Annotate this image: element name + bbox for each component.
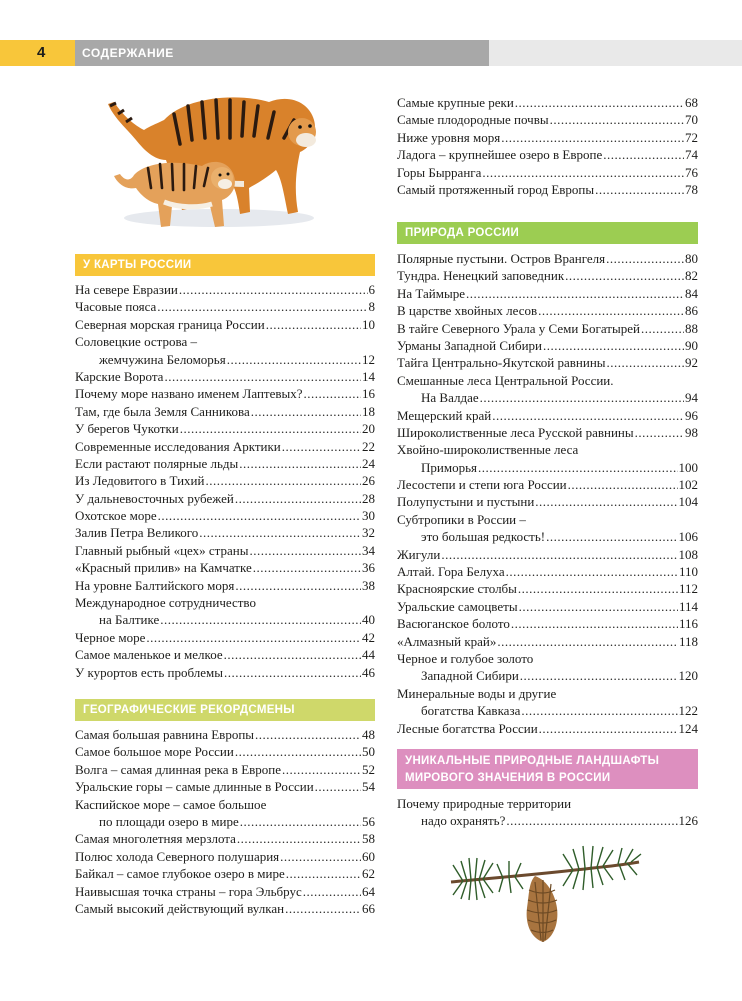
toc-entry[interactable] — [397, 667, 698, 684]
toc-entry[interactable] — [397, 615, 698, 632]
toc-entry[interactable] — [397, 407, 698, 424]
toc-entry-title: «Красный прилив» на Камчатке — [75, 560, 252, 576]
toc-page-number: 124 — [678, 720, 698, 736]
section-header-records: ГЕОГРАФИЧЕСКИЕ РЕКОРДСМЕНЫ — [75, 699, 375, 721]
toc-page-number: 58 — [362, 831, 375, 847]
toc-entry-title: Уральские самоцветы — [397, 598, 518, 614]
toc-entry-title: На уровне Балтийского моря — [75, 577, 235, 593]
section-header-map: У КАРТЫ РОССИИ — [75, 254, 375, 276]
dot-leader — [160, 611, 361, 628]
dot-leader — [285, 900, 361, 917]
toc-entry-title: Горы Бырранга — [397, 164, 482, 180]
toc-entry-title: На Таймыре — [397, 285, 465, 301]
dot-leader — [603, 146, 684, 163]
toc-entry[interactable] — [75, 542, 375, 559]
toc-page-number: 86 — [685, 303, 698, 319]
toc-entry-title: Лесные богатства России — [397, 720, 538, 736]
toc-page-number: 114 — [678, 598, 698, 614]
dot-leader — [492, 407, 684, 424]
toc-page-number: 60 — [362, 848, 375, 864]
toc-page-number: 94 — [685, 390, 698, 406]
toc-page-number: 90 — [685, 337, 698, 353]
toc-page-number: 102 — [678, 477, 698, 493]
toc-page-number: 22 — [362, 438, 375, 454]
toc-entry-title: по площади озеро в мире — [99, 813, 239, 829]
toc-page-number: 120 — [678, 668, 698, 684]
toc-entry-title-line1: Почему природные территории — [397, 796, 572, 811]
toc-entry[interactable] — [75, 507, 375, 524]
toc-page-number: 122 — [678, 703, 698, 719]
dot-leader — [199, 524, 361, 541]
dot-leader — [282, 438, 361, 455]
toc-entry[interactable] — [75, 813, 375, 830]
toc-page-number: 52 — [362, 761, 375, 777]
dot-leader — [235, 490, 361, 507]
toc-entry[interactable] — [75, 865, 375, 882]
toc-entry-title-line1: Черное и голубое золото — [397, 650, 534, 666]
toc-list-records-continued — [397, 94, 698, 198]
dot-leader — [521, 702, 677, 719]
dot-leader — [466, 285, 684, 302]
toc-page-number: 62 — [362, 866, 375, 882]
toc-entry-title: Там, где была Земля Санникова — [75, 403, 250, 419]
toc-entry[interactable] — [75, 472, 375, 489]
toc-entry-title: на Балтике — [99, 612, 160, 628]
toc-entry[interactable] — [75, 778, 375, 795]
toc-entry-title: Северная морская граница России — [75, 316, 265, 332]
toc-entry-title: богатства Кавказа — [421, 703, 521, 719]
toc-entry-title: У дальневосточных рубежей — [75, 490, 234, 506]
toc-entry-title: это большая редкость! — [421, 529, 546, 545]
toc-entry-title: На Валдае — [421, 390, 479, 406]
toc-entry[interactable] — [397, 302, 698, 319]
toc-entry[interactable] — [75, 848, 375, 865]
toc-entry[interactable] — [397, 164, 698, 181]
dot-leader — [506, 812, 677, 829]
toc-entry[interactable] — [75, 524, 375, 541]
toc-entry[interactable] — [397, 320, 698, 337]
dot-leader — [519, 598, 678, 615]
toc-list-records — [75, 726, 375, 917]
dot-leader — [239, 455, 361, 472]
toc-entry-title: Самые плодородные почвы — [397, 112, 549, 128]
toc-entry[interactable] — [397, 250, 698, 267]
dot-leader — [478, 459, 678, 476]
dot-leader — [280, 848, 361, 865]
dot-leader — [635, 424, 684, 441]
toc-entry[interactable] — [75, 577, 375, 594]
toc-page-number: 64 — [362, 883, 375, 899]
toc-entry-title: Самый протяженный город Европы — [397, 181, 595, 197]
toc-page-number: 74 — [685, 147, 698, 163]
toc-page-number: 126 — [678, 813, 698, 829]
toc-page-number: 100 — [678, 459, 698, 475]
toc-page-number: 70 — [685, 112, 698, 128]
dot-leader — [315, 778, 361, 795]
toc-entry-title-line1: Каспийское море – самое большое — [75, 796, 267, 812]
toc-entry-title: Широколиственные леса Русской равнины — [397, 424, 634, 440]
toc-entry[interactable] — [75, 761, 375, 778]
toc-entry-title: Карские Ворота — [75, 368, 164, 384]
toc-entry-title: Из Ледовитого в Тихий — [75, 473, 205, 489]
toc-page-number: 110 — [678, 564, 698, 580]
dot-leader — [607, 354, 684, 371]
dot-leader — [501, 129, 684, 146]
dot-leader — [240, 813, 361, 830]
toc-entry[interactable] — [397, 546, 698, 563]
toc-entry[interactable] — [75, 351, 375, 368]
toc-page-number: 6 — [368, 282, 375, 297]
toc-entry[interactable] — [75, 559, 375, 576]
toc-page-number: 10 — [362, 316, 375, 332]
header-stripe — [489, 40, 742, 66]
toc-entry-title: Жигули — [397, 546, 441, 562]
page-header — [0, 40, 742, 66]
toc-entry-title: Самая большая равнина Европы — [75, 727, 255, 742]
toc-entry[interactable] — [75, 298, 375, 315]
dot-leader — [441, 546, 677, 563]
toc-entry-title: надо охранять? — [421, 813, 506, 829]
toc-entry[interactable] — [75, 664, 375, 681]
toc-page-number: 38 — [362, 577, 375, 593]
toc-entry-title: Часовые пояса — [75, 299, 157, 315]
dot-leader — [235, 577, 361, 594]
dot-leader — [235, 743, 361, 760]
toc-entry-title: жемчужина Беломорья — [99, 351, 226, 367]
toc-entry[interactable] — [397, 563, 698, 580]
toc-entry-title: Уральские горы – самые длинные в России — [75, 779, 314, 795]
dot-leader — [515, 94, 684, 111]
toc-page-number: 92 — [685, 355, 698, 371]
toc-entry[interactable] — [397, 812, 698, 829]
toc-entry[interactable] — [397, 389, 698, 406]
toc-page-number: 26 — [362, 473, 375, 489]
toc-entry-title: Байкал – самое глубокое озеро в мире — [75, 866, 285, 882]
section-header-unique-line2: МИРОВОГО ЗНАЧЕНИЯ В РОССИИ — [405, 772, 611, 784]
dot-leader — [286, 865, 361, 882]
toc-entry-title: Приморья — [421, 459, 477, 475]
section-header-nature: ПРИРОДА РОССИИ — [397, 222, 698, 244]
dot-leader — [568, 476, 678, 493]
toc-entry[interactable] — [75, 883, 375, 900]
dot-leader — [146, 629, 361, 646]
toc-entry[interactable] — [75, 743, 375, 760]
toc-entry[interactable] — [397, 267, 698, 284]
dot-leader — [511, 615, 678, 632]
dot-leader — [227, 351, 361, 368]
toc-entry[interactable] — [75, 490, 375, 507]
toc-entry[interactable] — [397, 181, 698, 198]
toc-entry[interactable] — [75, 316, 375, 333]
dot-leader — [255, 726, 361, 743]
toc-page-number: 36 — [362, 560, 375, 576]
toc-entry-title: Самый высокий действующий вулкан — [75, 900, 285, 916]
toc-entry[interactable] — [397, 111, 698, 128]
toc-entry-title: Лесостепи и степи юга России — [397, 477, 567, 493]
dot-leader — [249, 542, 361, 559]
toc-page-number: 98 — [685, 424, 698, 440]
toc-page-number: 8 — [368, 299, 375, 315]
toc-entry-title: Урманы Западной Сибири — [397, 337, 542, 353]
section-header-unique-line1: УНИКАЛЬНЫЕ ПРИРОДНЫЕ ЛАНДШАФТЫ — [405, 755, 660, 767]
toc-entry-title: Ладога – крупнейшее озеро в Европе — [397, 147, 603, 163]
toc-entry[interactable] — [397, 354, 698, 371]
page-number: 4 — [0, 40, 75, 66]
toc-page-number: 40 — [362, 612, 375, 628]
toc-entry[interactable] — [75, 420, 375, 437]
toc-entry-title: Васюганское болото — [397, 616, 510, 632]
dot-leader — [251, 403, 361, 420]
toc-entry[interactable] — [75, 726, 375, 743]
toc-entry[interactable] — [397, 337, 698, 354]
toc-entry[interactable] — [397, 459, 698, 476]
toc-page-number: 46 — [362, 664, 375, 680]
dot-leader — [535, 493, 677, 510]
toc-entry-title: Почему море названо именем Лаптевых? — [75, 386, 303, 402]
dot-leader — [606, 250, 684, 267]
toc-entry[interactable] — [75, 368, 375, 385]
toc-entry-title: Полупустыни и пустыни — [397, 494, 535, 510]
toc-entry-title: Если растают полярные льды — [75, 455, 239, 471]
dot-leader — [565, 267, 684, 284]
toc-entry-title: В царстве хвойных лесов — [397, 303, 538, 319]
dot-leader — [641, 320, 684, 337]
dot-leader — [538, 302, 684, 319]
toc-page-number: 50 — [362, 744, 375, 760]
toc-list-unique — [397, 795, 698, 830]
toc-page-number: 28 — [362, 490, 375, 506]
dot-leader — [506, 563, 678, 580]
dot-leader — [303, 883, 361, 900]
toc-entry-title: Полюс холода Северного полушария — [75, 848, 280, 864]
dot-leader — [539, 720, 678, 737]
toc-entry[interactable] — [75, 830, 375, 847]
dot-leader — [179, 281, 368, 298]
toc-entry-title: Залив Петра Великого — [75, 525, 199, 541]
toc-entry-title: Охотское море — [75, 508, 157, 524]
dot-leader — [520, 667, 678, 684]
toc-entry[interactable] — [75, 385, 375, 402]
dot-leader — [224, 664, 361, 681]
toc-page-number: 66 — [362, 900, 375, 916]
toc-entry-title: Красноярские столбы — [397, 581, 517, 597]
section-header-unique — [397, 749, 698, 789]
toc-entry[interactable] — [397, 598, 698, 615]
toc-entry-title: Алтай. Гора Белуха — [397, 564, 505, 580]
toc-entry-title: Самое большое море России — [75, 744, 234, 760]
toc-page-number: 42 — [362, 629, 375, 645]
toc-entry[interactable] — [397, 633, 698, 650]
toc-page-number: 44 — [362, 647, 375, 663]
toc-entry[interactable] — [75, 281, 375, 298]
toc-entry-title-line1: Смешанные леса Центральной России. — [397, 372, 614, 388]
toc-page-number: 88 — [685, 320, 698, 336]
toc-entry[interactable] — [75, 900, 375, 917]
dot-leader — [180, 420, 361, 437]
toc-entry-title: Современные исследования Арктики — [75, 438, 281, 454]
dot-leader — [543, 337, 684, 354]
toc-entry-title: Мещерский край — [397, 407, 492, 423]
toc-entry-title: У берегов Чукотки — [75, 421, 179, 437]
toc-page-number: 104 — [678, 494, 698, 510]
toc-list-nature — [397, 250, 698, 737]
toc-page-number: 34 — [362, 542, 375, 558]
dot-leader — [224, 646, 361, 663]
toc-entry[interactable] — [75, 403, 375, 420]
toc-page-number: 82 — [685, 268, 698, 284]
toc-entry-title: У курортов есть проблемы — [75, 664, 224, 680]
dot-leader — [518, 580, 678, 597]
toc-entry-title-line1: Субтропики в России – — [397, 511, 526, 527]
toc-entry-title: Полярные пустыни. Остров Врангеля — [397, 251, 606, 266]
toc-page-number: 24 — [362, 455, 375, 471]
toc-entry-title: На севере Евразии — [75, 282, 178, 297]
toc-page-number: 96 — [685, 407, 698, 423]
toc-entry-title: Главный рыбный «цех» страны — [75, 542, 249, 558]
dot-leader — [482, 164, 684, 181]
toc-page-number: 106 — [678, 529, 698, 545]
toc-entry-title: Тайга Центрально-Якутской равнины — [397, 355, 606, 371]
dot-leader — [595, 181, 684, 198]
toc-page-number: 18 — [362, 403, 375, 419]
dot-leader — [205, 472, 361, 489]
dot-leader — [304, 385, 361, 402]
toc-entry[interactable] — [397, 476, 698, 493]
toc-entry[interactable] — [397, 129, 698, 146]
toc-entry-title: В тайге Северного Урала у Семи Богатырей — [397, 320, 640, 336]
toc-entry-title: «Алмазный край» — [397, 633, 497, 649]
toc-entry-title: Самое маленькое и мелкое — [75, 647, 223, 663]
toc-page-number: 16 — [362, 386, 375, 402]
toc-entry[interactable] — [397, 285, 698, 302]
toc-entry-title: Наивысшая точка страны – гора Эльбрус — [75, 883, 302, 899]
toc-page-number: 12 — [362, 351, 375, 367]
toc-page-number: 68 — [685, 95, 698, 110]
toc-entry[interactable] — [397, 493, 698, 510]
toc-page-number: 30 — [362, 508, 375, 524]
toc-page-number: 76 — [685, 164, 698, 180]
dot-leader — [282, 761, 361, 778]
toc-entry-title-line1: Минеральные воды и другие — [397, 685, 557, 701]
toc-page-number: 14 — [362, 368, 375, 384]
toc-entry-title-line1: Хвойно-широколиственные леса — [397, 442, 579, 458]
dot-leader — [546, 528, 677, 545]
pine-branch-illustration — [443, 838, 643, 950]
toc-entry-title-line1: Международное сотрудничество — [75, 595, 256, 611]
toc-entry-title-line1: Соловецкие острова – — [75, 334, 197, 350]
toc-page-number: 54 — [362, 779, 375, 795]
toc-entry-title: Черное море — [75, 629, 146, 645]
dot-leader — [237, 830, 361, 847]
toc-entry[interactable] — [397, 528, 698, 545]
toc-entry[interactable] — [397, 146, 698, 163]
toc-entry[interactable] — [397, 94, 698, 111]
toc-page-number: 20 — [362, 421, 375, 437]
toc-page-number: 80 — [685, 251, 698, 266]
toc-page-number: 84 — [685, 285, 698, 301]
dot-leader — [480, 389, 684, 406]
toc-entry[interactable] — [75, 646, 375, 663]
toc-entry[interactable] — [75, 438, 375, 455]
dot-leader — [157, 298, 367, 315]
toc-page-number: 112 — [678, 581, 698, 597]
dot-leader — [164, 368, 361, 385]
toc-entry-title: Самые крупные реки — [397, 95, 514, 110]
toc-entry-title: Волга – самая длинная река в Европе — [75, 761, 282, 777]
toc-entry[interactable] — [75, 455, 375, 472]
toc-entry-title: Самая многолетняя мерзлота — [75, 831, 236, 847]
toc-entry[interactable] — [75, 611, 375, 628]
toc-page-number: 108 — [678, 546, 698, 562]
toc-page-number: 72 — [685, 129, 698, 145]
toc-page-number: 116 — [678, 616, 698, 632]
toc-entry-title: Ниже уровня моря — [397, 129, 501, 145]
toc-list-map — [75, 281, 375, 681]
toc-entry-title: Тундра. Ненецкий заповедник — [397, 268, 565, 284]
dot-leader — [253, 559, 361, 576]
toc-entry[interactable] — [75, 629, 375, 646]
dot-leader — [497, 633, 678, 650]
toc-entry[interactable] — [397, 702, 698, 719]
toc-entry[interactable] — [397, 424, 698, 441]
toc-entry[interactable] — [397, 720, 698, 737]
dot-leader — [266, 316, 361, 333]
toc-page-number: 56 — [362, 813, 375, 829]
dot-leader — [158, 507, 361, 524]
toc-page-number: 118 — [678, 633, 698, 649]
toc-page-number: 48 — [362, 727, 375, 742]
page-title: СОДЕРЖАНИЕ — [75, 40, 489, 66]
dot-leader — [550, 111, 684, 128]
toc-entry[interactable] — [397, 580, 698, 597]
toc-entry-title: Западной Сибири — [421, 668, 519, 684]
toc-page-number: 78 — [685, 181, 698, 197]
tigers-illustration — [104, 80, 326, 235]
toc-page-number: 32 — [362, 525, 375, 541]
